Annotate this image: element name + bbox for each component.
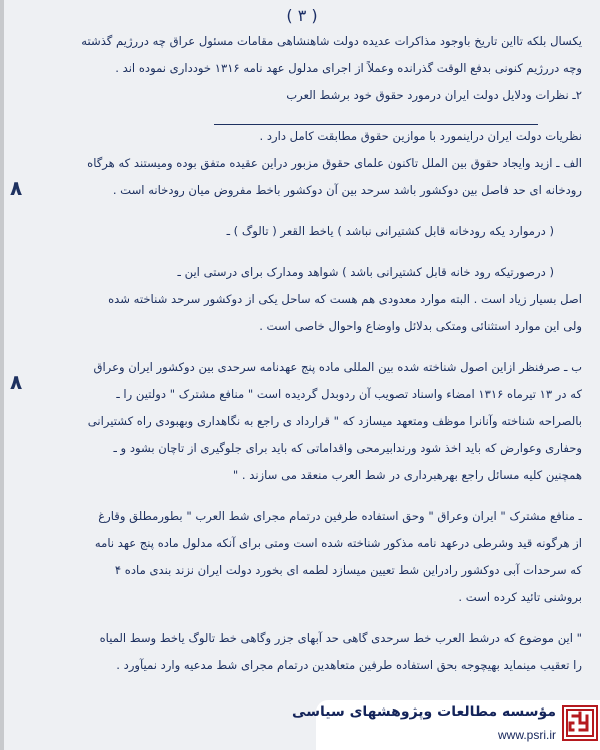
psri-logo-icon (562, 705, 598, 741)
spacer (22, 489, 582, 503)
text-line: الف ـ ازید وایجاد حقوق بین الملل تاکنون علمای حقوق مزبور دراین عقیده متفق بوده ومیستند که هرگاه (87, 156, 582, 170)
text-line: ( درصورتیکه رود خانه قابل کشتیرانی باشد ) شواهد ومدارک برای درستی این ـ (177, 265, 554, 279)
watermark-title: مؤسسه مطالعات وپژوهشهای سیاسی (292, 704, 556, 720)
spacer (22, 340, 582, 354)
watermark-url[interactable]: www.psri.ir (497, 728, 556, 742)
text-line: ( درموارد یکه رودخانه قابل کشتیرانی نباشد ) یاخط القعر ( تالوگ ) ـ (226, 224, 554, 238)
text-line: اصل بسیار زیاد است . البته موارد معدودی هم هست که ساحل یکی از دوکشور سرحد شناخته شده (108, 292, 582, 306)
text-line: ولی این موارد استثنائی ومتکی بدلائل واوضاع واحوال خاصی است . (259, 319, 582, 333)
spacer (22, 245, 582, 259)
text-line: از هرگونه قید وشرطی درعهد نامه مذکور شناخته شده است ومتی برای آنکه مدلول ماده پنج عهد نامه (94, 536, 582, 550)
spacer (22, 611, 582, 625)
text-line: وچه دررژیم کنونی بدفع الوقت گذرانده وعملاً از اجرای مدلول عهد نامه ۱۳۱۶ خودداری نموده اند . (115, 61, 582, 75)
text-line: را تعقیب مینماید بهیچوجه بحق استفاده طرفین متعاهدین درتمام مجرای شط مدعیه وارد نمیآورد . (116, 658, 582, 672)
text-line: ب ـ صرفنظر ازاین اصول شناخته شده بین المللی ماده پنج عهدنامه سرحدی بین دوکشور ایران وعراق (93, 360, 582, 374)
text-line: رودخانه ای حد فاصل بین دوکشور باشد سرحد بین آن دوکشور باخط مفروض میان رودخانه است . (112, 183, 582, 197)
spacer (22, 204, 582, 218)
margin-mark: ٨ (10, 370, 23, 394)
heading-underline (214, 124, 538, 125)
text-line: بالصراحه شناخته وآنانرا موظف ومتعهد میسازد که " قرارداد ی راجع به نگاهداری وبهبودی راه کشتیرانی (87, 414, 582, 428)
text-line: یکسال بلکه تااین تاریخ باوجود مذاکرات عدیده دولت شاهنشاهی مقامات مسئول عراق چه دررژیم گذشته (81, 34, 582, 48)
text-line: وحفاری وعوارض که باید اخذ شود ورندابیرمحی واقداماتی که باید برای جلوگیری از تاچان بشود و ـ (113, 441, 582, 455)
text-line: که سرحدات آبی دوکشور رادراین شط تعیین میسازد لطمه ای بخورد دولت ایران نزند بندی ماده ۴ (114, 563, 582, 577)
text-line: " این موضوع که درشط العرب خط سرحدی گاهی حد آبهای جزر وگاهی خط تالوگ یاخط وسط المیاه (99, 631, 582, 645)
logo-emblem-icon (564, 707, 596, 739)
spacer (22, 109, 582, 123)
page-number: ( ٣ ) (286, 6, 318, 25)
text-line: ـ منافع مشترک " ایران وعراق " وحق استفاده طرفین درتمام مجرای شط العرب " بطورمطلق وقارغ (98, 509, 582, 523)
margin-mark: ٨ (10, 176, 23, 200)
text-line: همچنین کلیه مسائل راجع بهرهبرداری در شط العرب منعقد می سازند . " (232, 468, 582, 482)
publisher-watermark (292, 700, 600, 750)
text-line: بروشنی تائید کرده است . (458, 590, 582, 604)
document-body (22, 28, 582, 679)
section-heading: ۲ـ نظرات ودلایل دولت ایران درمورد حقوق خود برشط العرب (286, 88, 582, 102)
text-line: نظریات دولت ایران دراینمورد با موازین حقوق مطابقت کامل دارد . (259, 129, 582, 143)
text-line: که در ۱۳ تیرماه ۱۳۱۶ امضاء واسناد تصویب آن ردوبدل گردیده است " منافع مشترک " دولتین را ـ (116, 387, 582, 401)
